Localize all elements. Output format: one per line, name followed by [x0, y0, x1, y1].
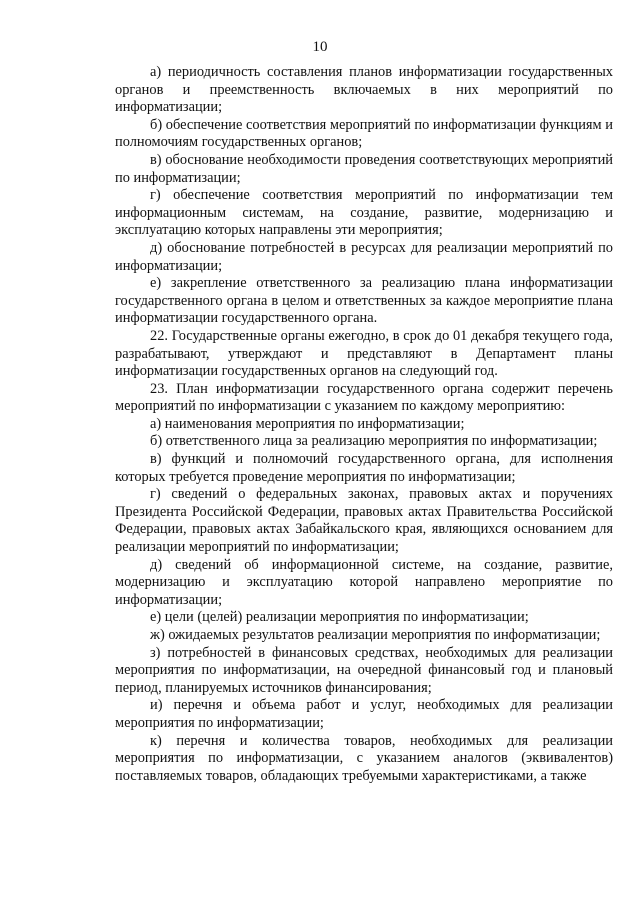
document-body: [115, 64, 613, 785]
item-e-goals: е) цели (целей) реализации мероприятия по информатизации;: [150, 609, 529, 626]
paragraph-e-responsible: е) закрепление ответственного за реализацию плана информатизации государственного органа в целом и ответственных за каждое мероприятие плана информатизации государственного органа.: [115, 275, 613, 327]
item-z-financing: з) потребностей в финансовых средствах, необходимых для реализации мероприятия по информатизации, на очередной финансовый год и плановый период, планируемых источников финансирования;: [115, 644, 613, 696]
item-i-works-services: и) перечня и объема работ и услуг, необходимых для реализации мероприятия по информатизации;: [115, 697, 613, 731]
paragraph-b-functions: б) обеспечение соответствия мероприятий по информатизации функциям и полномочиям государственных органов;: [115, 116, 613, 151]
page-number: 10: [312, 39, 328, 55]
paragraph-a-periodicity: а) периодичность составления планов информатизации государственных органов и преемственность включаемых в них мероприятий по информатизации;: [115, 64, 613, 116]
item-v-functions: в) функций и полномочий государственного органа, для исполнения которых требуется проведение мероприятия по информатизации;: [115, 451, 613, 485]
item-g-legal-acts: г) сведений о федеральных законах, правовых актах и поручениях Президента Российской Федерации, правовых актах Правительства Российской Федерации, правовых актах Забайкальского края, являющихся основанием для реализации мероприятий по информатизации;: [115, 486, 613, 556]
clause-22: 22. Государственные органы ежегодно, в срок до 01 декабря текущего года, разрабатывают, утверждают и представляют в Департамент планы информатизации государственных органов на следующий год.: [115, 327, 613, 380]
clause-23: 23. План информатизации государственного органа содержит перечень мероприятий по информатизации с указанием по каждому мероприятию:: [115, 380, 613, 415]
item-d-information-system: д) сведений об информационной системе, на создание, развитие, модернизацию и эксплуатацию которой направлено мероприятие по информатизации;: [115, 556, 613, 608]
paragraph-d-resources: д) обоснование потребностей в ресурсах для реализации мероприятий по информатизации;: [115, 239, 613, 274]
item-a-name: а) наименования мероприятия по информатизации;: [150, 415, 465, 432]
item-k-goods: к) перечня и количества товаров, необходимых для реализации мероприятия по информатизации, с указанием аналогов (эквивалентов) поставляемых товаров, обладающих требуемыми характеристиками, а также: [115, 732, 613, 784]
paragraph-g-information-systems: г) обеспечение соответствия мероприятий по информатизации тем информационным системам, на создание, развитие, модернизацию и эксплуатацию которых направлены эти мероприятия;: [115, 187, 613, 239]
item-b-responsible-person: б) ответственного лица за реализацию мероприятия по информатизации;: [150, 433, 598, 450]
paragraph-v-justification: в) обоснование необходимости проведения соответствующих мероприятий по информатизации;: [115, 151, 613, 186]
item-zh-expected-results: ж) ожидаемых результатов реализации мероприятия по информатизации;: [150, 627, 601, 643]
